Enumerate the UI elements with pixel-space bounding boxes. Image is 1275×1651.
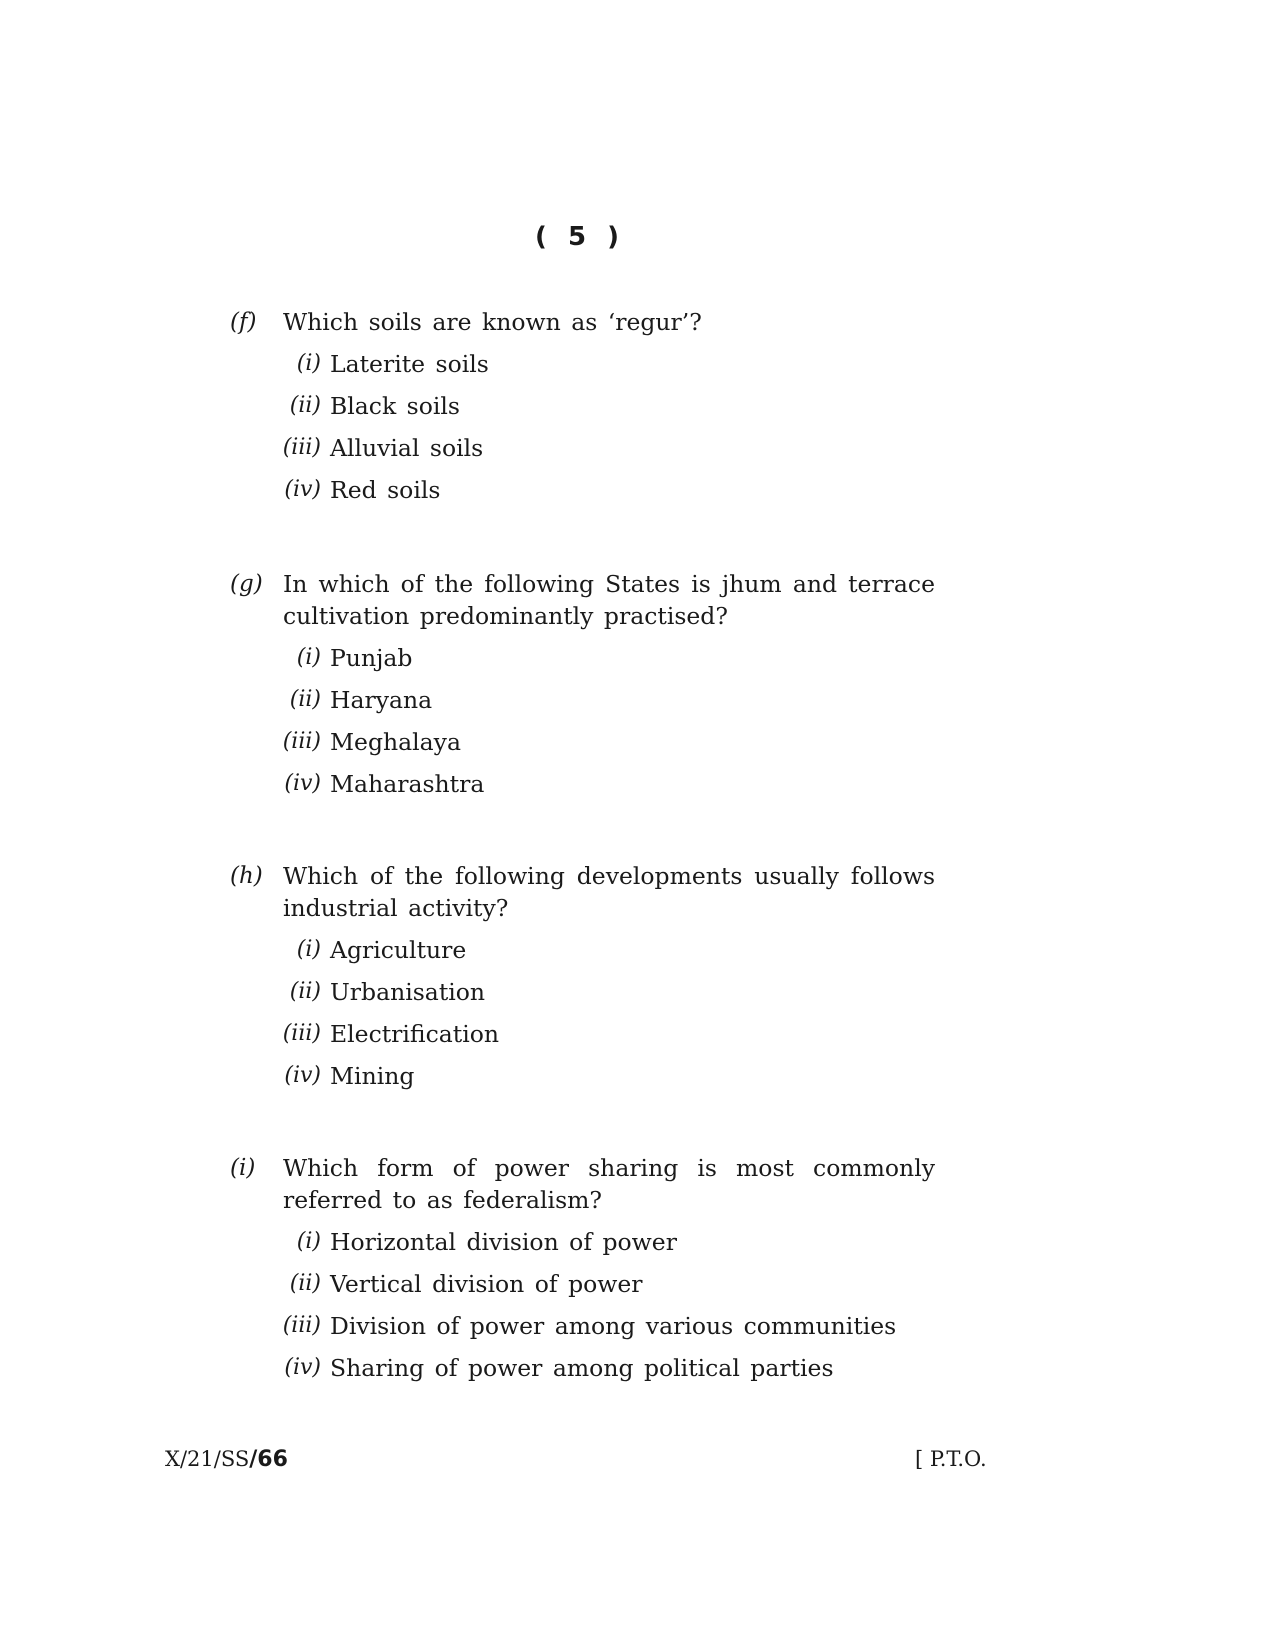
option-item (230, 726, 935, 768)
option-label: (ii) (289, 1271, 321, 1296)
option-label: (iii) (282, 1313, 321, 1338)
option-item (230, 1352, 935, 1394)
question-label: (h) (230, 863, 263, 889)
option-text: Laterite soils (330, 350, 489, 378)
option-label: (ii) (289, 979, 321, 1004)
option-text: Maharashtra (330, 770, 485, 798)
option-text: Division of power among various communities (330, 1312, 897, 1340)
option-label: (iii) (282, 1021, 321, 1046)
option-label: (i) (296, 351, 321, 376)
options-list (230, 348, 935, 516)
options-list (230, 642, 935, 810)
paper-code (165, 1445, 288, 1474)
option-text: Horizontal division of power (330, 1228, 677, 1256)
question-text: Which of the following developments usually follows industrial activity? (283, 862, 935, 922)
option-label: (i) (296, 937, 321, 962)
paper-code-number: /66 (249, 1447, 288, 1472)
options-list (230, 934, 935, 1102)
question-label: (g) (230, 571, 263, 597)
option-text: Sharing of power among political parties (330, 1354, 834, 1382)
please-turn-over: [ P.T.O. (915, 1447, 987, 1471)
options-list (230, 1226, 935, 1394)
option-text: Haryana (330, 686, 433, 714)
option-text: Black soils (330, 392, 460, 420)
option-label: (ii) (289, 393, 321, 418)
option-text: Urbanisation (330, 978, 486, 1006)
option-item (230, 642, 935, 684)
option-item (230, 768, 935, 810)
question-text: Which soils are known as ‘regur’? (283, 308, 702, 336)
option-item (230, 1268, 935, 1310)
option-label: (iii) (282, 435, 321, 460)
option-text: Red soils (330, 476, 441, 504)
option-text: Agriculture (330, 936, 467, 964)
question-g (230, 568, 935, 810)
question-label: (i) (230, 1155, 256, 1181)
option-label: (iv) (284, 1063, 321, 1088)
question-text: Which form of power sharing is most commonly referred to as federalism? (283, 1154, 935, 1214)
option-text: Alluvial soils (330, 434, 484, 462)
question-h (230, 860, 935, 1102)
option-label: (iv) (284, 477, 321, 502)
option-text: Electrification (330, 1020, 500, 1048)
option-text: Vertical division of power (330, 1270, 643, 1298)
question-label: (f) (230, 309, 257, 335)
option-item (230, 1310, 935, 1352)
option-item (230, 432, 935, 474)
paper-code-prefix: X/21/SS (165, 1447, 250, 1471)
option-item (230, 684, 935, 726)
option-label: (iii) (282, 729, 321, 754)
option-item (230, 1060, 935, 1102)
option-text: Punjab (330, 644, 413, 672)
option-label: (iv) (284, 1355, 321, 1380)
option-item (230, 474, 935, 516)
option-item (230, 348, 935, 390)
page-number: ( 5 ) (535, 222, 625, 252)
option-label: (i) (296, 1229, 321, 1254)
option-label: (ii) (289, 687, 321, 712)
option-label: (i) (296, 645, 321, 670)
option-text: Mining (330, 1062, 415, 1090)
option-item (230, 1018, 935, 1060)
option-item (230, 390, 935, 432)
option-item (230, 1226, 935, 1268)
option-item (230, 934, 935, 976)
question-text: In which of the following States is jhum and terrace cultivation predominantly practised? (283, 570, 935, 630)
question-i (230, 1152, 935, 1394)
option-label: (iv) (284, 771, 321, 796)
question-f (230, 306, 935, 516)
option-item (230, 976, 935, 1018)
option-text: Meghalaya (330, 728, 461, 756)
